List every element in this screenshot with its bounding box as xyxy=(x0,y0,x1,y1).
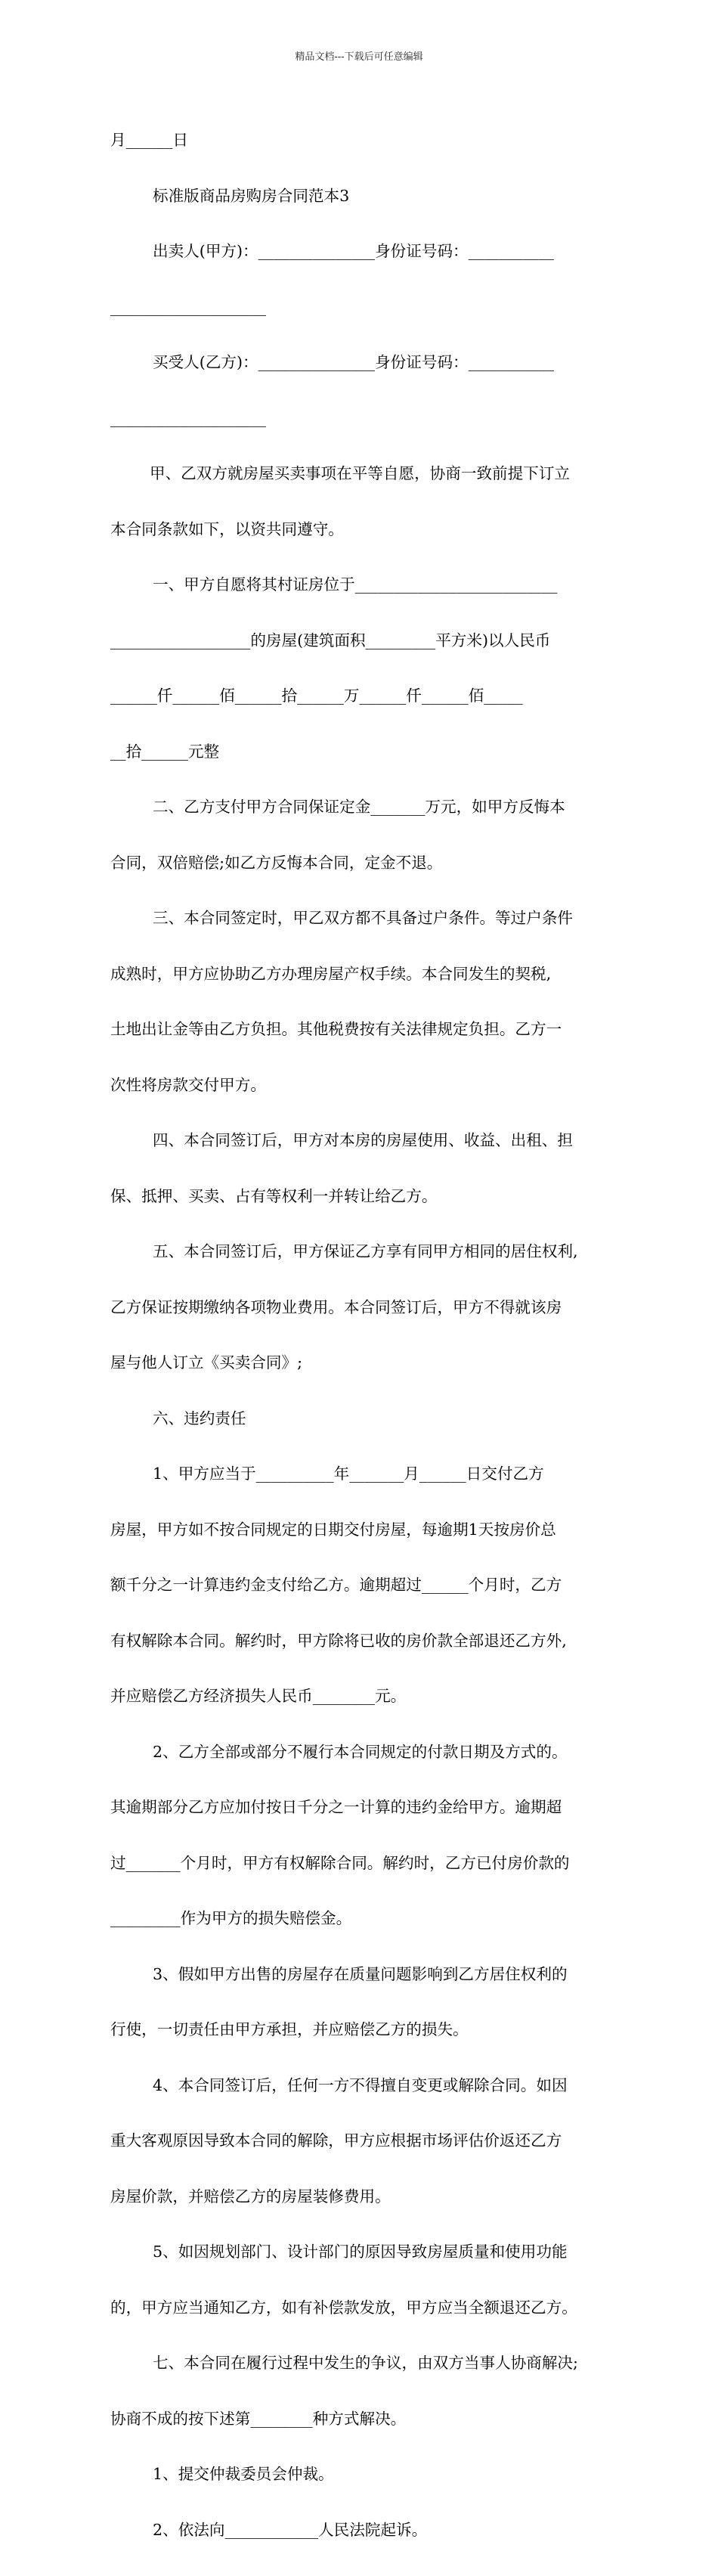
text-line: 房屋，甲方如不按合同规定的日期交付房屋，每逾期1天按房价总 xyxy=(110,1520,556,1539)
text-line: 协商不成的按下述第________种方式解决。 xyxy=(110,2409,407,2428)
text-line: 4、本合同签订后，任何一方不得擅自变更或解除合同。如因 xyxy=(153,2075,568,2094)
text-line: _________作为甲方的损失赔偿金。 xyxy=(110,1909,352,1927)
page-header: 精品文档---下载后可任意编辑 xyxy=(295,51,423,63)
text-line: 房屋价款，并赔偿乙方的房屋装修费用。 xyxy=(110,2187,391,2206)
text-line: 出卖人(甲方)：_______________身份证号码：___________ xyxy=(153,242,554,260)
text-line: 行使，一切责任由甲方承担，并应赔偿乙方的损失。 xyxy=(110,2020,469,2038)
text-line: 2、乙方全部或部分不履行本合同规定的付款日期及方式的。 xyxy=(153,1742,568,1761)
text-line: 四、本合同签订后，甲方对本房的房屋使用、收益、出租、担 xyxy=(153,1131,574,1149)
text-line: 保、抵押、买卖、占有等权利一并转让给乙方。 xyxy=(110,1186,438,1205)
text-line: __拾______元整 xyxy=(110,742,220,761)
text-line: 有权解除本合同。解约时，甲方除将已收的房价款全部退还乙方外, xyxy=(110,1631,567,1650)
text-line: __________________的房屋(建筑面积_________平方米)以人民币 xyxy=(110,631,551,649)
text-line: 并应赔偿乙方经济损失人民币________元。 xyxy=(110,1687,407,1705)
text-line: 合同，双倍赔偿;如乙方反悔本合同，定金不退。 xyxy=(110,853,443,872)
text-line: 乙方保证按期缴纳各项物业费用。本合同签订后，甲方不得就该房 xyxy=(110,1297,562,1316)
contract-body xyxy=(110,94,612,2576)
text-line: 土地出让金等由乙方负担。其他税费按有关法律规定负担。乙方一 xyxy=(110,1020,562,1038)
text-line: 其逾期部分乙方应加付按日千分之一计算的违约金给甲方。逾期超 xyxy=(110,1798,562,1816)
text-line: 次性将房款交付甲方。 xyxy=(110,1075,266,1094)
text-line: 甲、乙双方就房屋买卖事项在平等自愿，协商一致前提下订立 xyxy=(150,464,571,482)
text-line: 屋与他人订立《买卖合同》; xyxy=(110,1353,303,1372)
text-line: 买受人(乙方)：_______________身份证号码：___________ xyxy=(153,353,554,371)
text-line: ____________________ xyxy=(110,408,266,427)
text-line: 五、本合同签订后，甲方保证乙方享有同甲方相同的居住权利, xyxy=(153,1242,578,1260)
text-line: 2、依法向____________人民法院起诉。 xyxy=(153,2520,428,2539)
text-line: 额千分之一计算违约金支付给乙方。逾期超过______个月时，乙方 xyxy=(110,1576,562,1594)
text-line: 的，甲方应当通知乙方，如有补偿款发放，甲方应当全额退还乙方。 xyxy=(110,2298,577,2317)
text-line: ____________________ xyxy=(110,297,266,316)
document-title: 标准版商品房购房合同范本3 xyxy=(153,186,350,205)
section-heading: 六、违约责任 xyxy=(153,1409,246,1427)
text-line: 本合同条款如下，以资共同遵守。 xyxy=(110,519,344,538)
text-line: 一、甲方自愿将其村证房位于__________________________ xyxy=(153,575,558,594)
text-line: 二、乙方支付甲方合同保证定金_______万元，如甲方反悔本 xyxy=(153,798,565,816)
text-line: 过_______个月时，甲方有权解除合同。解约时，乙方已付房价款的 xyxy=(110,1853,570,1872)
text-line: 重大客观原因导致本合同的解除，甲方应根据市场评估价返还乙方 xyxy=(110,2131,562,2150)
text-line: 月______日 xyxy=(110,131,188,149)
text-line: 5、如因规划部门、设计部门的原因导致房屋质量和使用功能 xyxy=(153,2243,568,2261)
text-line: 七、本合同在履行过程中发生的争议，由双方当事人协商解决; xyxy=(153,2354,578,2372)
text-line: 三、本合同签定时，甲乙双方都不具备过户条件。等过户条件 xyxy=(153,909,574,927)
text-line: ______仟______佰______拾______万______仟______佰_____ xyxy=(110,687,523,705)
text-line: 成熟时，甲方应协助乙方办理房屋产权手续。本合同发生的契税, xyxy=(110,964,552,983)
text-line: 1、甲方应当于__________年_______月______日交付乙方 xyxy=(153,1465,544,1483)
text-line: 1、提交仲裁委员会仲裁。 xyxy=(153,2465,334,2483)
text-line: 3、假如甲方出售的房屋存在质量问题影响到乙方居住权利的 xyxy=(153,1964,568,1983)
